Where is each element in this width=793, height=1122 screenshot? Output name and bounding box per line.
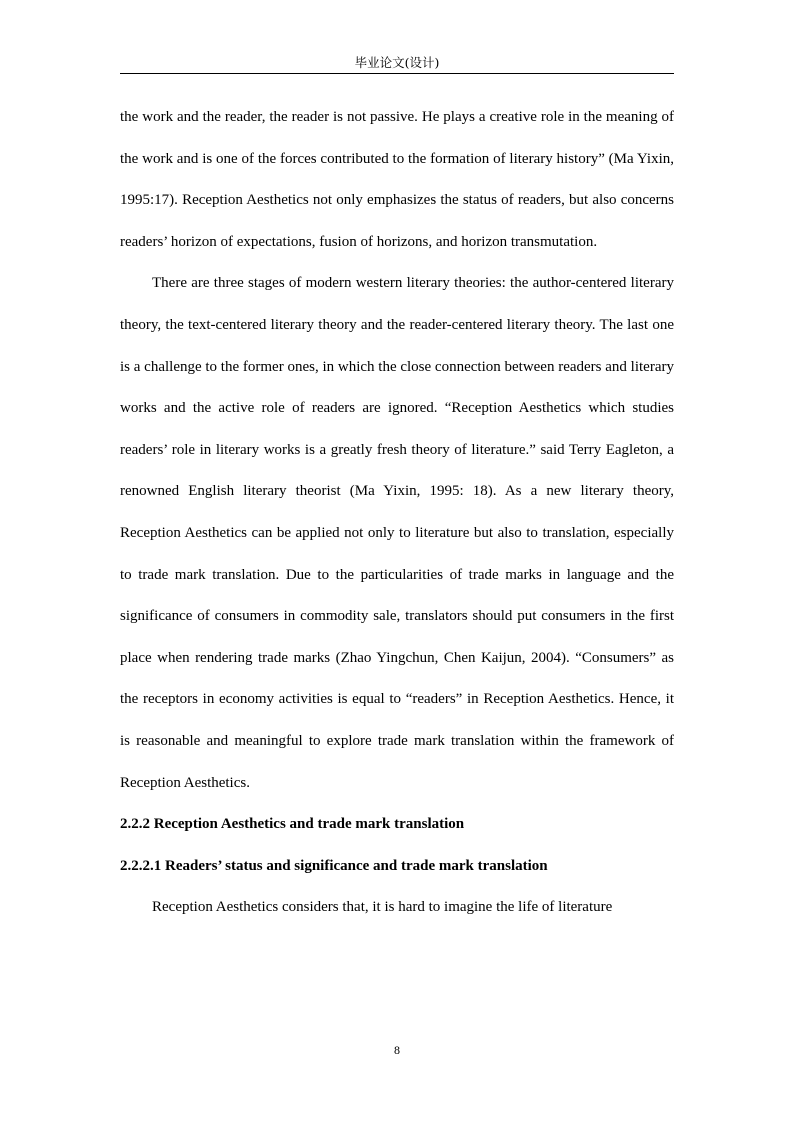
running-header: 毕业论文(设计) [354, 55, 440, 70]
paragraph-reception-aesthetics: Reception Aesthetics considers that, it is hard to imagine the life of literature [152, 899, 613, 916]
paragraph-literary-theories: There are three stages of modern western literary theories: the author-centered literary theory, the text-centered literary theory and the reader-centered literary theory. The last one is a challenge to the former ones, in which the close connection between readers and literary works and the active role of readers are ignored. “Reception Aesthetics which studies readers’ role in literary works is a greatly fresh theory of literature.” said Terry Eagleton, a renowned English literary theorist (Ma Yixin, 1995: 18). As a new literary theory, Reception Aesthetics can be applied not only to literature but also to translation, especially to trade mark translation. Due to the particularities of trade marks in language and the significance of consumers in commodity sale, translators should put consumers in the first place when rendering trade marks (Zhao Yingchun, Chen Kaijun, 2004). “Consumers” as the receptors in economy activities is equal to “readers” in Reception Aesthetics. Hence, it is reasonable and meaningful to explore trade mark translation within the framework of Reception Aesthetics. [120, 275, 674, 791]
main-body [120, 97, 674, 929]
paragraph-continuation: the work and the reader, the reader is not passive. He plays a creative role in the meaning of the work and is one of the forces contributed to the formation of literary history” (Ma Yixin, 1995:17). Reception Aesthetics not only emphasizes the status of readers, but also concerns readers’ horizon of expectations, fusion of horizons, and horizon transmutation. [120, 109, 674, 250]
header-rule [120, 73, 674, 74]
section-heading-2-2-2: 2.2.2 Reception Aesthetics and trade mark translation [120, 816, 465, 833]
subsection-heading-2-2-2-1: 2.2.2.1 Readers’ status and significance and trade mark translation [120, 857, 548, 874]
page-number: 8 [394, 1043, 400, 1057]
